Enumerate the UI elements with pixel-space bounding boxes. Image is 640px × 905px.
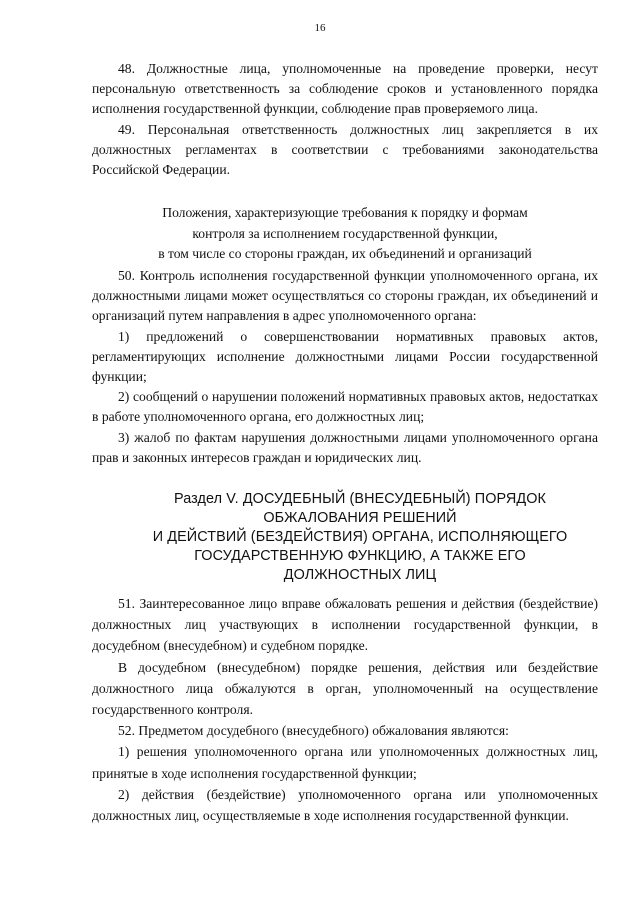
paragraph-48: 48. Должностные лица, уполномоченные на проведение проверки, несут персональную ответственность за соблюдение сроков и установленного порядка исполнения государственной функции, соблюдение прав проверяемого лица. (92, 61, 598, 117)
paragraph-50: 50. Контроль исполнения государственной функции уполномоченного органа, их должностными лицами может осуществляться со стороны граждан, их объединений и организаций путем направления в адрес уполномоченного органа: (92, 268, 598, 324)
paragraph-49: 49. Персональная ответственность должностных лиц закрепляется в их должностных регламентах в соответствии с требованиями законодательства Российской Федерации. (92, 121, 598, 178)
list-item-3: 3) жалоб по фактам нарушения должностными лицами уполномоченного органа прав и законных интересов граждан и юридических лиц. (92, 429, 598, 465)
section-heading (130, 490, 590, 585)
paragraph-51: 51. Заинтересованное лицо вправе обжаловать решения и действия (бездействие) должностных лиц участвующих в исполнении государственной функции, в досудебном (внесудебном) и судебном порядке. (92, 596, 598, 654)
section-heading-line: ГОСУДАРСТВЕННУЮ ФУНКЦИЮ, А ТАКЖЕ ЕГО (194, 548, 526, 564)
middle-paragraphs (92, 266, 598, 468)
paragraph-pretrial: В досудебном (внесудебном) порядке решения, действия или бездействие должностного лица обжалуются в орган, уполномоченный на осуществление государственного контроля. (92, 659, 598, 718)
page-number: 16 (314, 22, 326, 34)
section-heading-line: Раздел V. ДОСУДЕБНЫЙ (ВНЕСУДЕБНЫЙ) ПОРЯДОК (173, 491, 547, 507)
top-paragraphs (92, 59, 598, 180)
subheading (92, 203, 598, 265)
bottom-paragraphs (92, 593, 598, 826)
subheading-line: в том числе со стороны граждан, их объединений и организаций (158, 246, 532, 262)
section-heading-line: ОБЖАЛОВАНИЯ РЕШЕНИЙ (263, 510, 457, 526)
section-heading-line: ДОЛЖНОСТНЫХ ЛИЦ (283, 567, 437, 583)
list-item-2: 2) сообщений о нарушении положений нормативных правовых актов, недостатках в работе уполномоченного органа, его должностных лиц; (92, 389, 598, 425)
subheading-line: контроля за исполнением государственной функции, (192, 225, 498, 241)
list-item-2: 2) действия (бездействие) уполномоченного органа или уполномоченных должностных лиц, осуществляемые в ходе исполнения государственной функции. (92, 786, 598, 824)
paragraph-52: 52. Предметом досудебного (внесудебного) обжалования являются: (118, 723, 509, 739)
section-heading-line: И ДЕЙСТВИЙ (БЕЗДЕЙСТВИЯ) ОРГАНА, ИСПОЛНЯЮЩЕГО (152, 529, 568, 545)
list-item-1: 1) решения уполномоченного органа или уполномоченных должностных лиц, принятые в ходе исполнения государственной функции; (92, 744, 598, 781)
list-item-1: 1) предложений о совершенствовании нормативных правовых актов, регламентирующих исполнение должностными лицами России государственной функции; (92, 328, 598, 385)
subheading-line: Положения, характеризующие требования к порядку и формам (162, 205, 528, 220)
